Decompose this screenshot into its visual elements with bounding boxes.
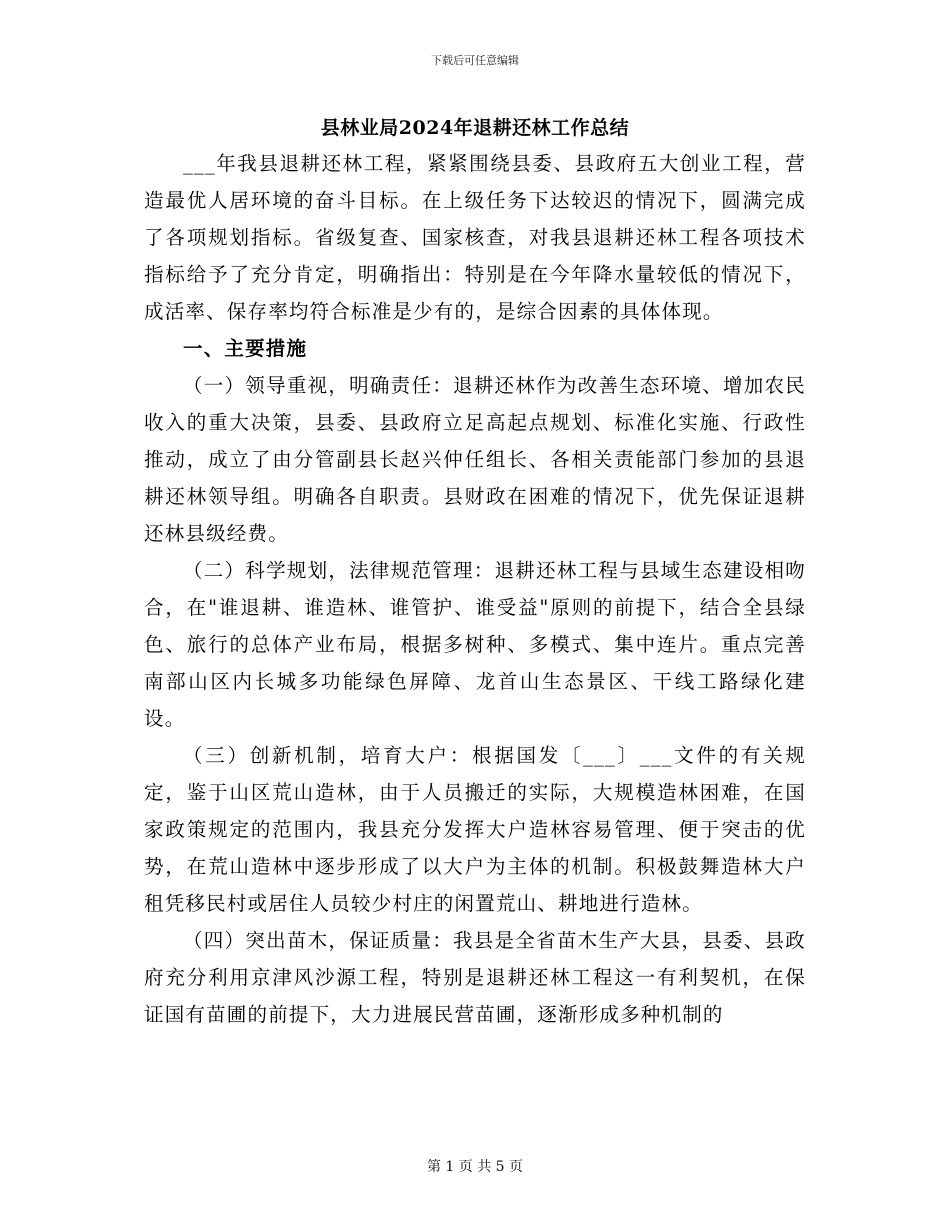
document-title: 县林业局2024年退耕还林工作总结 xyxy=(320,117,630,139)
intro-paragraph: ___年我县退耕还林工程，紧紧围绕县委、县政府五大创业工程，营造最优人居环境的奋斗目标。在上级任务下达较迟的情况下，圆满完成了各项规划指标。省级复查、国家核查，对我县退耕还林工程各项技术指标给予了充分肯定，明确指出：特别是在今年降水量较低的情况下，成活率、保存率均符合标准是少有的，是综合因素的具体体现。 xyxy=(144,152,806,323)
measure-paragraph-2: （二）科学规划，法律规范管理：退耕还林工程与县域生态建设相吻合，在"谁退耕、谁造林、谁管护、谁受益"原则的前提下，结合全县绿色、旅行的总体产业布局，根据多树种、多模式、集中连片。重点完善南部山区内长城多功能绿色屏障、龙首山生态景区、干线工路绿化建设。 xyxy=(144,559,806,730)
page-number: 第 1 页 共 5 页 xyxy=(426,1159,524,1175)
measure-paragraph-1: （一）领导重视，明确责任：退耕还林作为改善生态环境、增加农民收入的重大决策，县委、县政府立足高起点规划、标准化实施、行政性推动，成立了由分管副县长赵兴仲任组长、各相关责能部门参加的县退耕还林领导组。明确各自职责。县财政在困难的情况下，优先保证退耕还林县级经费。 xyxy=(144,374,806,545)
document-body xyxy=(144,145,806,1033)
download-note: 下载后可任意编辑 xyxy=(431,54,519,67)
measure-paragraph-4: （四）突出苗木，保证质量：我县是全省苗木生产大县，县委、县政府充分利用京津风沙源工程，特别是退耕还林工程这一有利契机，在保证国有苗圃的前提下，大力进展民营苗圃，逐渐形成多种机制的 xyxy=(144,929,806,1026)
section-heading-main-measures: 一、主要措施 xyxy=(183,337,308,360)
measure-paragraph-3: （三）创新机制，培育大户：根据国发〔___〕___文件的有关规定，鉴于山区荒山造林，由于人员搬迁的实际，大规模造林困难，在国家政策规定的范围内，我县充分发挥大户造林容易管理、便于突击的优势，在荒山造林中逐步形成了以大户为主体的机制。积极鼓舞造林大户租凭移民村或居住人员较少村庄的闲置荒山、耕地进行造林。 xyxy=(144,744,806,915)
